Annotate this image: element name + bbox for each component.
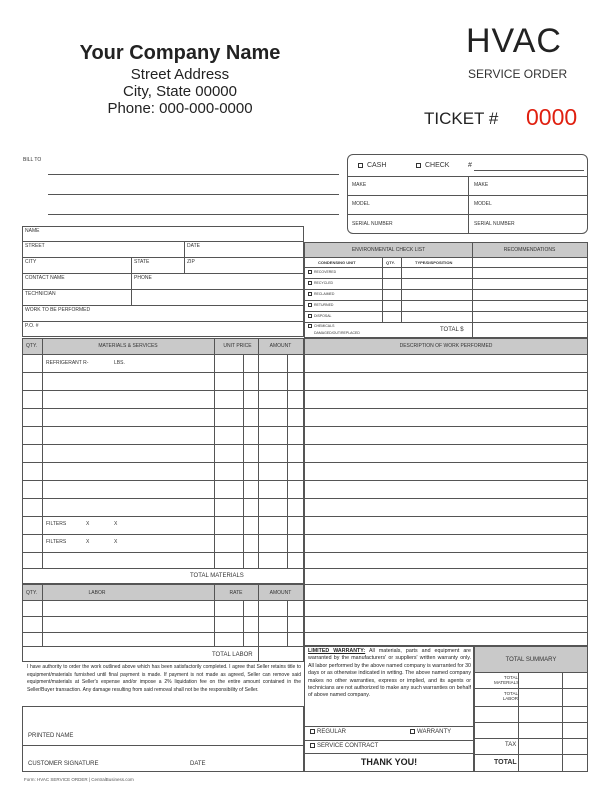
description-header: DESCRIPTION OF WORK PERFORMED <box>399 343 493 349</box>
total-materials-label: TOTAL MATERIALS <box>190 573 244 579</box>
env-total-label: TOTAL $ <box>440 327 464 333</box>
lbs-label: LBS. <box>114 360 125 366</box>
env-item[interactable]: RECLAIMED <box>308 292 334 296</box>
summary-title: TOTAL SUMMARY <box>505 657 557 663</box>
checkbox-icon[interactable] <box>416 163 421 168</box>
company-phone: Phone: 000-000-0000 <box>107 100 253 117</box>
company-name: Your Company Name <box>79 42 281 64</box>
total-labor-label: TOTAL LABOR <box>212 652 253 658</box>
unit-price-header: UNIT PRICE <box>223 343 252 349</box>
company-street: Street Address <box>130 66 230 83</box>
form-title: HVAC <box>466 22 562 60</box>
filters-x: X <box>114 521 118 527</box>
warranty-body: All materials, parts and equipment are warranted by the manufacturers' or suppliers' written warranty only. All labor performed by the above named company is warranted for 30 days or as otherwise indicated in writing. The above named company makes no other warranties, express or implied, and its agents or technicians are not authorized to make any such warranties on behalf of above named company. <box>308 648 471 699</box>
filters-label: FILTERS <box>46 521 67 527</box>
contact-label: CONTACT NAME <box>25 275 65 281</box>
summary-materials-label: TOTAL MATERIALS <box>494 675 520 685</box>
bill-to-line-1 <box>48 174 339 175</box>
filters-x: X <box>86 539 90 545</box>
po-label: P.O. # <box>25 323 39 329</box>
rate-header: RATE <box>229 590 243 596</box>
materials-qty-header: QTY. <box>26 343 38 349</box>
materials-header: MATERIALS & SERVICES <box>98 343 158 349</box>
checkbox-icon[interactable] <box>358 163 363 168</box>
materials-table <box>22 338 304 584</box>
state-label: STATE <box>134 259 150 265</box>
thank-you-label: THANK YOU! <box>360 757 418 767</box>
company-block <box>20 42 340 117</box>
technician-label: TECHNICIAN <box>25 291 56 297</box>
cash-option[interactable]: CASH <box>358 162 386 169</box>
form-subtitle: SERVICE ORDER <box>468 67 568 81</box>
checkbox-icon[interactable] <box>310 729 315 734</box>
customer-signature-label: CUSTOMER SIGNATURE <box>28 761 99 767</box>
env-item[interactable]: CHEMICALS <box>308 324 334 328</box>
phone-label: PHONE <box>134 275 152 281</box>
filters-x: X <box>114 539 118 545</box>
env-item[interactable]: DAMAGED/OUT/REPLACED <box>314 331 360 335</box>
model-label-1: MODEL <box>352 201 370 207</box>
equip-divider <box>468 176 469 234</box>
summary-labor-label: TOTAL LABOR <box>502 691 518 701</box>
check-option[interactable]: CHECK <box>416 162 449 169</box>
labor-amount-header: AMOUNT <box>269 590 292 596</box>
signature-date-label: DATE <box>190 761 206 767</box>
serial-label-1: SERIAL NUMBER <box>352 221 393 227</box>
summary-total-label: TOTAL <box>494 759 517 766</box>
model-label-2: MODEL <box>474 201 492 207</box>
warranty-option[interactable]: WARRANTY <box>410 729 451 735</box>
check-number-line <box>474 170 584 171</box>
company-city: City, State 00000 <box>123 83 237 100</box>
ticket-number: 0000 <box>526 104 578 130</box>
checkbox-icon[interactable] <box>310 743 315 748</box>
env-item[interactable]: RECOVERED <box>308 270 336 274</box>
zip-label: ZIP <box>187 259 195 265</box>
labor-header: LABOR <box>88 590 106 596</box>
recommendations-title: RECOMMENDATIONS <box>503 247 556 253</box>
amount-header: AMOUNT <box>269 343 292 349</box>
summary-tax-label: TAX <box>505 742 517 748</box>
make-label-2: MAKE <box>474 182 489 188</box>
bill-to-label: BILL TO <box>23 157 42 163</box>
bill-to-line-2 <box>48 194 339 195</box>
work-label: WORK TO BE PERFORMED <box>25 307 91 313</box>
check-number-label: # <box>468 162 472 169</box>
env-item[interactable]: RETURNED <box>308 303 333 307</box>
env-col-type: TYPE/DISPOSITION <box>415 260 453 265</box>
regular-option[interactable]: REGULAR <box>310 729 346 735</box>
street-label: STREET <box>25 243 45 249</box>
date-label: DATE <box>187 243 200 249</box>
env-item[interactable]: DISPOSAL <box>308 314 332 318</box>
make-label-1: MAKE <box>352 182 367 188</box>
ticket-label: TICKET # <box>424 109 499 128</box>
serial-label-2: SERIAL NUMBER <box>474 221 515 227</box>
env-col-unit: CONDENSING UNIT <box>318 260 356 265</box>
city-label: CITY <box>25 259 37 265</box>
labor-qty-header: QTY. <box>26 590 38 596</box>
service-contract-option[interactable]: SERVICE CONTRACT <box>310 743 378 749</box>
warranty-text <box>308 648 471 700</box>
authorization-text: I have authority to order the work outlined above which has been satisfactorily completed. I agree that Seller retains title to equipment/materials furnished until final payment is made. If payment is not made as agreed, Seller can remove said equipment/materials at Seller's expense and/or impose a 2% liquidation fee on the entire amount contained in the Seller/Buyer transaction. Any damage resulting from said removal shall not be the responsibility of Seller. <box>27 664 301 693</box>
warranty-title: LIMITED WARRANTY: <box>308 648 366 654</box>
env-title: ENVIRONMENTAL CHECK LIST <box>351 247 426 253</box>
printed-name-label: PRINTED NAME <box>28 733 74 739</box>
bill-to-line-3 <box>48 214 339 215</box>
filters-label: FILTERS <box>46 539 67 545</box>
refrigerant-label: REFRIGERANT R- <box>46 360 89 366</box>
name-label: NAME <box>25 228 40 234</box>
env-col-qty: QTY. <box>386 260 395 265</box>
filters-x: X <box>86 521 90 527</box>
checkbox-icon[interactable] <box>410 729 415 734</box>
footer-text: Form: HVAC SERVICE ORDER | CentralBusiness.com <box>24 777 134 782</box>
env-item[interactable]: RECYCLED <box>308 281 333 285</box>
